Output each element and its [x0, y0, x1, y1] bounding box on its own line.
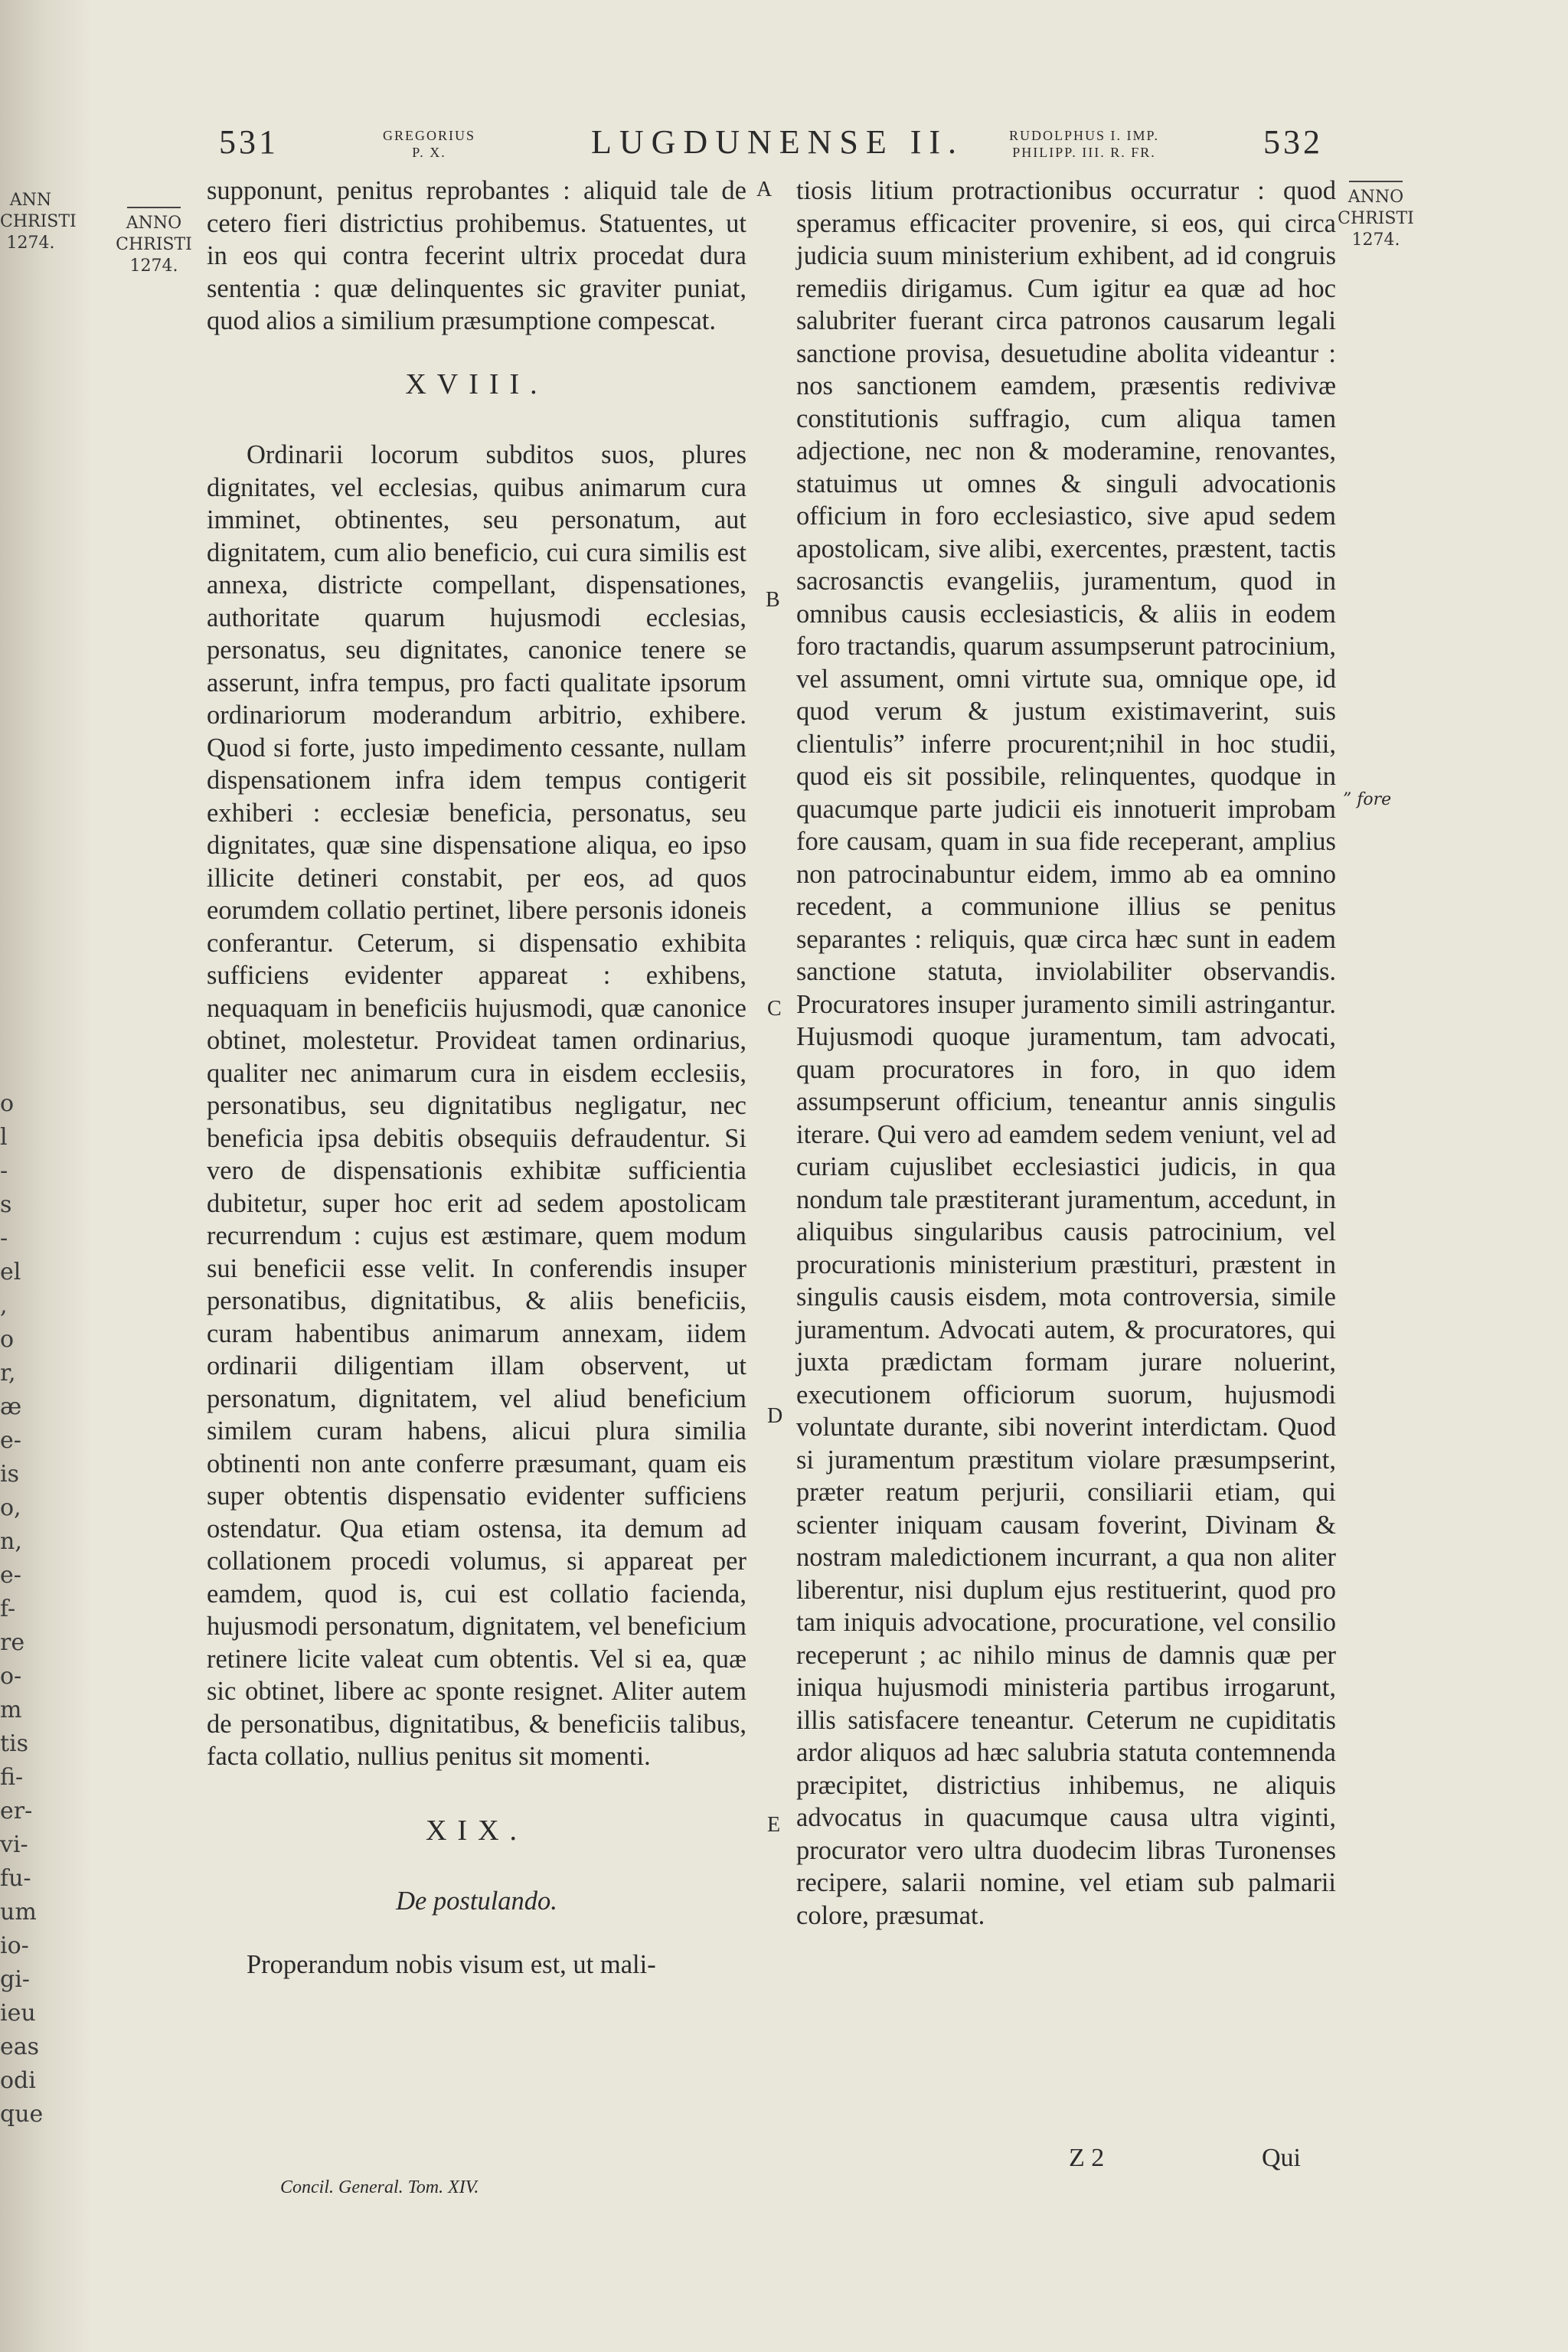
right-page-number: 532 — [1263, 123, 1323, 161]
margin-rule — [127, 207, 181, 208]
prev-page-fragment: r, — [0, 1360, 16, 1387]
prev-page-fragment: vi- — [0, 1831, 28, 1858]
section-letter-d: D — [767, 1404, 783, 1428]
prev-page-fragment: tis — [0, 1730, 29, 1757]
paragraph-section-19: Properandum nobis visum est, ut mali- — [247, 1949, 656, 1979]
volume-reference: Concil. General. Tom. XIV. — [280, 2177, 479, 2197]
margin-year: 1274. — [129, 256, 178, 276]
prev-page-fragment: eas — [0, 2034, 40, 2060]
prev-page-fragment: - — [0, 1225, 8, 1252]
prev-page-fragment: ieu — [0, 2000, 36, 2027]
prev-page-fragment: l — [0, 1124, 8, 1151]
prev-page-fragment: - — [0, 1158, 8, 1184]
right-running-header — [1009, 127, 1159, 161]
previous-page-annotation — [0, 190, 77, 254]
prev-page-fragment: o — [0, 1090, 15, 1117]
running-title: LUGDUNENSE II. — [591, 123, 965, 161]
prev-page-fragment: um — [0, 1899, 37, 1926]
left-text-column — [207, 175, 746, 1981]
signature-mark: Z 2 — [1069, 2144, 1105, 2172]
prev-page-fragment: que — [0, 2101, 44, 2128]
prev-page-fragment: e- — [0, 1427, 21, 1454]
left-margin-year-note — [112, 207, 196, 277]
prev-page-fragment: is — [0, 1461, 19, 1488]
prev-page-fragment: e- — [0, 1562, 21, 1589]
header-emperor: RUDOLPHUS I. IMP. — [1009, 128, 1160, 143]
margin-anno: ANNO — [1348, 188, 1404, 207]
prev-page-fragment: o, — [0, 1494, 21, 1521]
prev-page-fragment: io- — [0, 1932, 29, 1959]
prev-page-fragment: fi- — [0, 1764, 24, 1791]
prev-annotation-line: CHRISTI — [0, 212, 77, 231]
header-king: PHILIPP. III. R. FR. — [1012, 145, 1156, 160]
section-subtitle-19: De postulando. — [396, 1886, 557, 1916]
left-page-number: 531 — [219, 123, 279, 161]
margin-christi: CHRISTI — [1338, 209, 1414, 228]
header-pope-name: GREGORIUS — [383, 128, 476, 143]
prev-page-fragment: æ — [0, 1393, 22, 1420]
margin-rule — [1349, 181, 1403, 182]
prev-page-fragment: , — [0, 1292, 8, 1319]
prev-page-fragment: s — [0, 1191, 12, 1218]
prev-page-fragment: re — [0, 1629, 25, 1656]
margin-christi: CHRISTI — [116, 235, 192, 254]
prev-page-fragment: o- — [0, 1663, 22, 1690]
right-margin-year-note — [1334, 181, 1418, 251]
prev-page-fragment: n, — [0, 1528, 22, 1555]
catchword: Qui — [1262, 2144, 1301, 2172]
prev-page-fragment: gi- — [0, 1966, 30, 1993]
prev-page-fragment: el — [0, 1259, 21, 1285]
prev-annotation-line: ANN — [9, 191, 52, 210]
header-pope-number: P. X. — [412, 145, 446, 160]
previous-page-text-fragments — [0, 1087, 44, 2132]
paragraph-section-19-continued: tiosis litium protractionibus occurratur : quod speramus efficaciter provenire, si eos, qui circa judicia suum ministerium exhibent, ad id congruis remediis dirigamus. Cum igitur ea quæ ad hoc salubriter fuerant circa patronos causarum legali sanctione provisa, desuetudine abolita videantur : nos sanctionem eamdem, præsentis redivivæ constitutionis suffragio, cum aliqua tamen adjectione, nec non & moderamine, renovantes, statuimus ut omnes & singuli advocationis officium in foro ecclesiastico, sive apud sedem apostolicam, sive alibi, exercentes, præstent, tactis sacrosanctis evangeliis, juramentum, quod in omnibus causis ecclesiasticis, & aliis in eodem foro tractandis, quarum assumpserunt patrocinium, vel assument, omni virtute sua, omnique ope, id quod verum & justum existimaverint, suis clientulis” inferre procurent;nihil in hoc studii, quod eis sit possibile, relinquentes, quodque in quacumque parte judicii eis innotuerit improbam fore causam, quam in sua fide receperant, amplius non patrocinabuntur eidem, immo ab ea omnino recedent, a communione illius se penitus separantes : reliquis, quæ circa hæc sunt in eadem sanctione statuta, inviolabiliter observandis. Procuratores insuper juramento simili astringantur. Hujusmodi quoque juramentum, tam advocati, quam procuratores in foro, in quo idem assumpserunt officium, teneantur annis singulis iterare. Qui vero ad eamdem sedem veniunt, vel ad curiam cujuslibet ecclesiastici judicis, in qua nondum tale præstiterant juramentum, accedunt, in aliquibus singularibus causis patrocinium, vel procurationis ministerium præstituri, præstent in singulis causis eisdem, mota controversia, simile juramentum. Advocati autem, & procuratores, qui juxta prædictam formam jurare noluerint, executionem officiorum suorum, hujusmodi voluntate durante, sibi noverint interdictam. Quod si juramentum præstitum violare præsumpserint, præter reatum perjurii, consiliarii etiam, qui scienter iniquam causam foverint, Divinam & nostram maledictionem incurrant, a qua non aliter liberentur, nisi duplum ejus restituerint, quod pro tam iniquis advocatione, procuratione, vel consilio receperunt ; ac nihilo minus de damnis quæ per iniqua hujusmodi ministeria partibus irrogarunt, illis satisfacere teneantur. Ceterum ne cupiditatis ardor aliquos ad hæc salubria statuta contemnenda præcipitet, districtius inhibemus, ne aliquis advocatus in quacumque causa ultra viginti, procurator vero ultra duodecim libras Turonenses recipere, salarii nomine, vel etiam sub palmarii colore, præsumat. — [796, 176, 1336, 1930]
left-running-header — [383, 127, 475, 161]
marginal-variant-note: ” fore — [1343, 790, 1392, 809]
section-letter-e: E — [767, 1813, 781, 1837]
prev-page-fragment: m — [0, 1697, 22, 1723]
section-heading-19: XIX. — [425, 1814, 528, 1847]
paragraph-continuation: supponunt, penitus reprobantes : aliquid tale de cetero fieri districtius prohibemus. Statuentes, ut in eos qui contra fecerint ultrix procedat dura sententia : quæ delinquentes sic graviter puniat, quod alios a similium præsumptione compescat. — [207, 176, 746, 335]
paragraph-section-18: Ordinarii locorum subditos suos, plures dignitates, vel ecclesias, quibus animarum cura imminet, obtinentes, seu personatum, aut dignitatem, cum alio beneficio, cui cura similis est annexa, districte compellant, dispensationes, authoritate quarum hujusmodi ecclesias, personatus, seu dignitates, canonice tenere se asserunt, infra tempus, pro facti qualitate ipsorum ordinariorum moderandum arbitrio, exhibere. Quod si forte, justo impedimento cessante, nullam dispensationem infra idem tempus contigerit exhiberi : ecclesiæ beneficia, personatus, seu dignitates, quæ sine dispensatione aliqua, eo ipso illicite detineri constabit, per eos, ad quos eorumdem collatio pertinet, libere personis idoneis conferantur. Ceterum, si dispensatio exhibita sufficiens evidenter appareat : exhibens, nequaquam in beneficiis hujusmodi, quæ canonice obtinet, molestetur. Provideat tamen ordinarius, qualiter nec animarum cura in eisdem ecclesiis, personatibus, seu dignitatibus negligatur, nec beneficia ipsa debitis obsequiis defraudentur. Si vero de dispensationis exhibitæ sufficientia dubitetur, super hoc erit ad sedem apostolicam recurrendum : cujus est æstimare, quem modum sui beneficii esse velit. In conferendis insuper personatibus, dignitatibus, & aliis beneficiis, curam habentibus animarum annexam, iidem ordinarii diligentiam illam observent, ut personatum, dignitatem, vel aliud beneficium similem curam habens, alicui plura similia obtinenti non ante conferre præsumant, quam eis super obtentis dispensatio evidenter sufficiens ostendatur. Qua etiam ostensa, ita demum ad collationem procedi volumus, si appareat per eamdem, quod is, cui est collatio facienda, hujusmodi personatum, dignitatem, vel beneficium retinere licite valeat cum obtentis. Vel si ea, quæ sic obtinet, libere ac sponte resignet. Aliter autem de personatibus, dignitatibus, & beneficiis talibus, facta collatio, nullius penitus sit momenti. — [207, 440, 746, 1771]
section-letter-b: B — [766, 588, 780, 612]
margin-year: 1274. — [1351, 230, 1400, 250]
section-letter-c: C — [767, 997, 782, 1021]
prev-page-fragment: odi — [0, 2067, 36, 2094]
prev-page-fragment: o — [0, 1326, 15, 1353]
right-text-column — [796, 175, 1336, 1932]
section-letter-a: A — [756, 178, 773, 201]
prev-annotation-line: 1274. — [6, 234, 55, 253]
section-heading-18: XVIII. — [405, 368, 548, 400]
prev-page-fragment: er- — [0, 1798, 33, 1824]
prev-page-fragment: fu- — [0, 1865, 31, 1892]
prev-page-fragment: f- — [0, 1596, 16, 1622]
margin-anno: ANNO — [126, 214, 182, 233]
